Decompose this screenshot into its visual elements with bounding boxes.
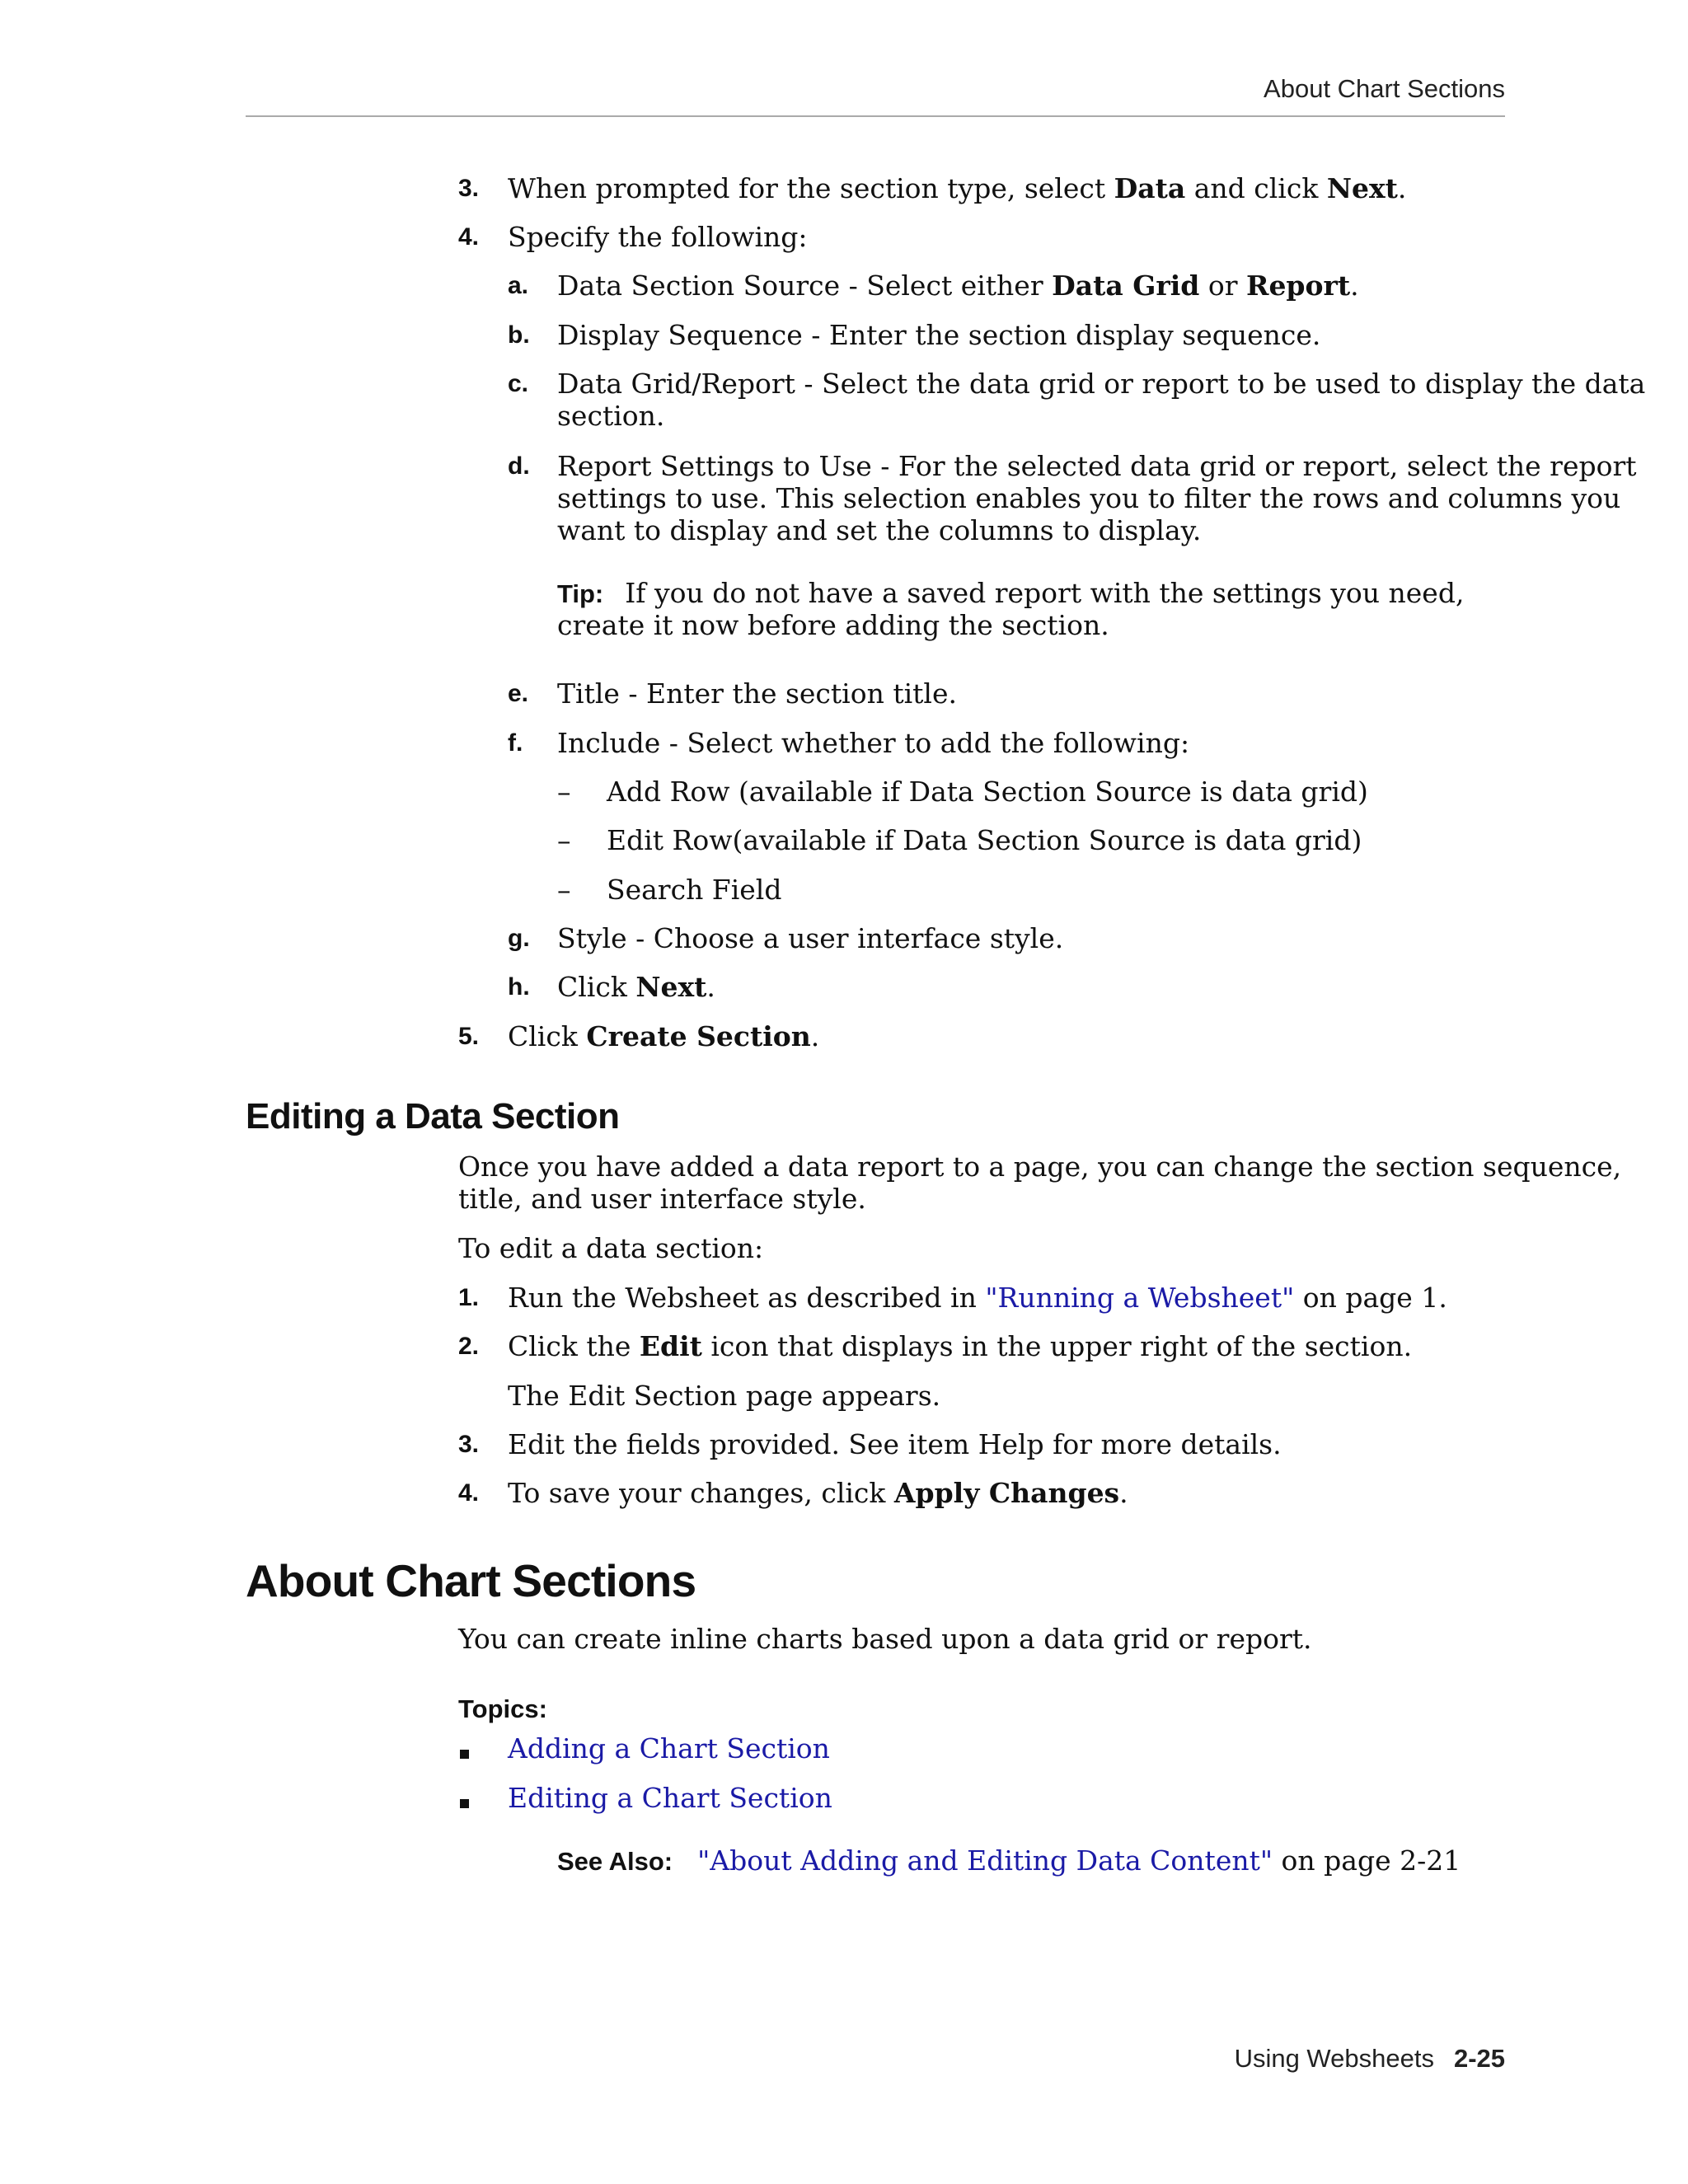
editing-chart-section-link[interactable]: Editing a Chart Section: [508, 1782, 832, 1814]
substep-text: Data Grid/Report - Select the data grid or report to be used to display the data: [557, 368, 1646, 400]
substep-text: Data Section Source - Select either Data Grid or Report.: [557, 269, 1359, 302]
tip-note: create it now before adding the section.: [557, 609, 1109, 641]
page-number: 2-25: [1453, 2044, 1505, 2073]
step-number: 5.: [458, 1023, 480, 1050]
paragraph: Once you have added a data report to a page, you can change the section sequence,: [458, 1151, 1622, 1183]
paragraph: You can create inline charts based upon a data grid or report.: [458, 1623, 1312, 1655]
see-also-label: See Also:: [557, 1847, 673, 1876]
tip-note: Tip: If you do not have a saved report with the settings you need,: [557, 577, 1465, 609]
step-text: Edit the fields provided. See item Help for more details.: [508, 1428, 1282, 1460]
running-websheet-link[interactable]: "Running a Websheet": [985, 1282, 1295, 1314]
substep-letter: h.: [508, 973, 530, 1001]
dash-bullet: –: [557, 874, 571, 906]
step-number: 2.: [458, 1333, 480, 1360]
substep-text: Click Next.: [557, 971, 715, 1003]
paragraph: title, and user interface style.: [458, 1183, 866, 1215]
step-number: 4.: [458, 223, 480, 251]
step-number: 1.: [458, 1284, 480, 1311]
running-header: About Chart Sections: [1264, 74, 1505, 103]
substep-letter: c.: [508, 370, 529, 397]
step-text: When prompted for the section type, select Data and click Next.: [508, 172, 1407, 204]
substep-letter: f.: [508, 729, 523, 757]
header-divider: [246, 115, 1505, 117]
substep-letter: g.: [508, 925, 530, 952]
substep-text: section.: [557, 400, 665, 432]
footer-section: Using Websheets: [1234, 2044, 1434, 2073]
square-bullet: [460, 1750, 469, 1759]
adding-chart-section-link[interactable]: Adding a Chart Section: [508, 1732, 830, 1765]
step-text: Click the Edit icon that displays in the upper right of the section.: [508, 1330, 1413, 1362]
section-heading: Editing a Data Section: [246, 1096, 620, 1137]
substep-text: Title - Enter the section title.: [557, 677, 957, 710]
tip-label: Tip:: [557, 579, 604, 608]
substep-letter: a.: [508, 272, 529, 299]
substep-text: Display Sequence - Enter the section display sequence.: [557, 319, 1321, 351]
step-text: Click Create Section.: [508, 1020, 820, 1052]
about-adding-editing-data-content-link[interactable]: "About Adding and Editing Data Content": [697, 1844, 1273, 1877]
substep-text: settings to use. This selection enables you to filter the rows and columns you: [557, 482, 1621, 514]
substep-letter: e.: [508, 680, 529, 707]
dash-bullet: –: [557, 824, 571, 856]
step-note: The Edit Section page appears.: [508, 1380, 941, 1412]
substep-letter: d.: [508, 452, 530, 480]
dash-bullet: –: [557, 776, 571, 808]
substep-text: Report Settings to Use - For the selected data grid or report, select the report: [557, 450, 1637, 482]
substep-text: Include - Select whether to add the following:: [557, 727, 1190, 759]
substep-letter: b.: [508, 321, 530, 349]
step-number: 3.: [458, 175, 480, 202]
list-item: Search Field: [607, 874, 782, 906]
chapter-heading: About Chart Sections: [246, 1555, 696, 1606]
topic-item: [508, 1782, 832, 1815]
paragraph: To edit a data section:: [458, 1232, 764, 1264]
page-footer: [1235, 2044, 1505, 2074]
topic-item: [508, 1732, 830, 1765]
step-number: 4.: [458, 1479, 480, 1507]
step-text: Run the Websheet as described in "Running a Websheet" on page 1.: [508, 1282, 1447, 1314]
step-number: 3.: [458, 1431, 480, 1458]
step-text: Specify the following:: [508, 221, 808, 253]
list-item: Edit Row(available if Data Section Source is data grid): [607, 824, 1362, 856]
square-bullet: [460, 1799, 469, 1808]
substep-text: want to display and set the columns to display.: [557, 514, 1202, 546]
topics-label: Topics:: [458, 1694, 547, 1723]
substep-text: Style - Choose a user interface style.: [557, 922, 1064, 954]
see-also-note: See Also: "About Adding and Editing Data Content" on page 2-21: [557, 1844, 1461, 1877]
step-text: To save your changes, click Apply Changes.: [508, 1477, 1128, 1509]
list-item: Add Row (available if Data Section Source is data grid): [607, 776, 1368, 808]
